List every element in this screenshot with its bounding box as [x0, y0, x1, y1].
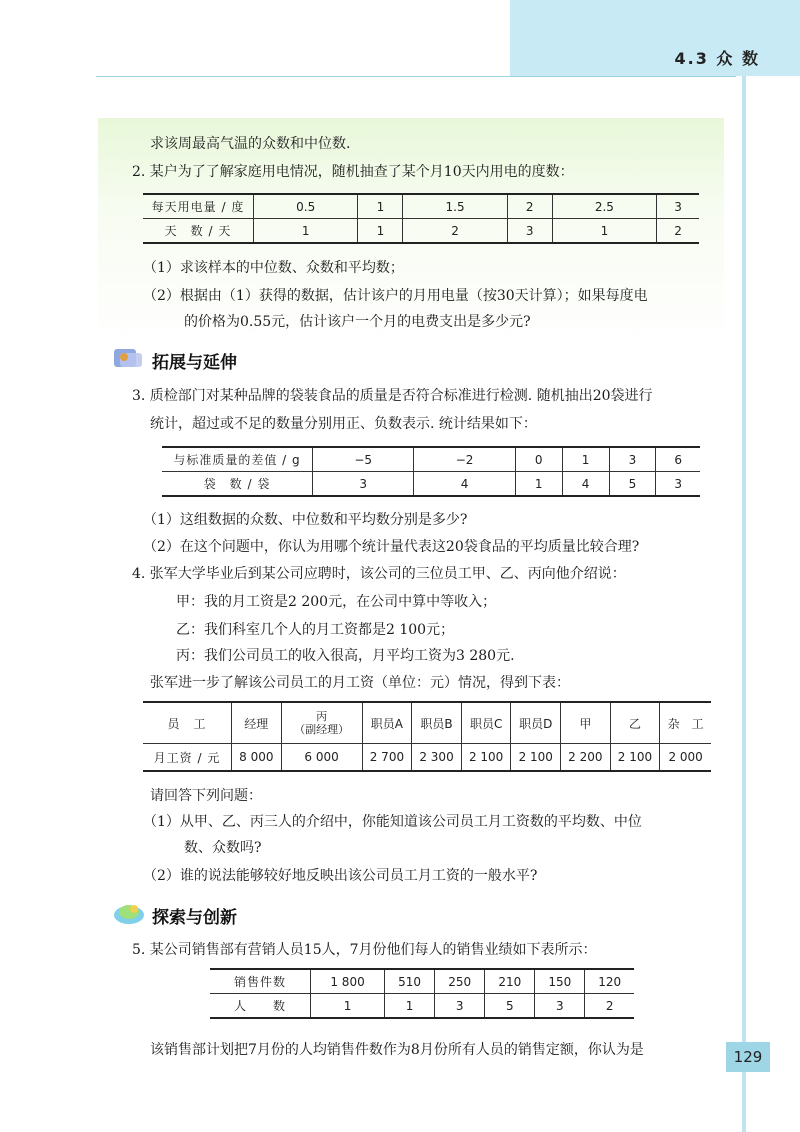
table-cell: 2 200 [561, 744, 611, 772]
table-cell: 1 [552, 219, 656, 244]
table-cell: 3 [435, 994, 485, 1019]
table-cell: 2 100 [461, 744, 511, 772]
salary-table [143, 701, 711, 772]
table-cell: 2 [585, 994, 634, 1019]
table-cell: 月工资 / 元 [143, 744, 232, 772]
page-number: 129 [726, 1042, 770, 1072]
table-cell: 3 [657, 194, 699, 219]
table-cell: 甲 [561, 702, 611, 744]
table-cell-line: （副经理） [294, 723, 350, 736]
text-line: （1）从甲、乙、丙三人的介绍中，你能知道该公司员工月工资数的平均数、中位 [143, 814, 642, 830]
table-cell: 销售件数 [210, 969, 311, 994]
table-cell: 2 700 [362, 744, 412, 772]
extend-section-title: 拓展与延伸 [152, 353, 237, 373]
table-cell: 1.5 [403, 194, 507, 219]
text-line: 数、众数吗? [184, 840, 262, 856]
table-cell: 袋 数 / 袋 [162, 472, 313, 497]
table-cell: 2 000 [660, 744, 711, 772]
table-cell: 1 [358, 194, 403, 219]
table-cell: 员 工 [143, 702, 232, 744]
table-cell: 0 [515, 447, 562, 472]
right-margin-stripe [742, 76, 746, 1132]
text-line: 该销售部计划把7月份的人均销售件数作为8月份所有人员的销售定额，你认为是 [150, 1042, 644, 1058]
table-cell: 3 [656, 472, 700, 497]
question-3: 3. 质检部门对某种品牌的袋装食品的质量是否符合标准进行检测. 随机抽出20袋进行 [132, 388, 653, 404]
table-cell: 2 [657, 219, 699, 244]
table-cell: 职员C [461, 702, 511, 744]
table-cell: −5 [313, 447, 414, 472]
table-cell: 3 [507, 219, 552, 244]
text-line: 统计，超过或不足的数量分别用正、负数表示. 统计结果如下： [150, 416, 537, 432]
text-line: 的价格为0.55元，估计该户一个月的电费支出是多少元? [184, 314, 531, 330]
table-cell: 1 [254, 219, 358, 244]
table-cell: 5 [485, 994, 535, 1019]
table-cell: 0.5 [254, 194, 358, 219]
header-rule [96, 76, 736, 77]
table-cell: 职员B [412, 702, 462, 744]
table-cell: 每天用电量 / 度 [143, 194, 254, 219]
table-cell: 4 [414, 472, 515, 497]
table-cell: 6 000 [281, 744, 362, 772]
text-line: 张军进一步了解该公司员工的月工资（单位：元）情况，得到下表： [150, 675, 570, 691]
table-cell: 250 [435, 969, 485, 994]
question-5: 5. 某公司销售部有营销人员15人，7月份他们每人的销售业绩如下表所示： [132, 942, 597, 958]
table-cell: 2 100 [610, 744, 660, 772]
table-cell: 乙 [610, 702, 660, 744]
text-line: （2）在这个问题中，你认为用哪个统计量代表这20袋食品的平均质量比较合理? [143, 539, 640, 555]
explore-section-title: 探索与创新 [152, 908, 237, 928]
table-cell: 与标准质量的差值 / g [162, 447, 313, 472]
table-cell: 2 300 [412, 744, 462, 772]
table-cell: 天 数 / 天 [143, 219, 254, 244]
explore-section-icon [112, 900, 146, 926]
table-cell: 3 [313, 472, 414, 497]
table-cell: 3 [609, 447, 656, 472]
extend-section-icon [112, 345, 146, 371]
text-line: （2）谁的说法能够较好地反映出该公司员工月工资的一般水平? [143, 868, 538, 884]
table-cell: 1 [562, 447, 609, 472]
table-cell: 2 [403, 219, 507, 244]
table-cell: 5 [609, 472, 656, 497]
text-line: 乙：我们科室几个人的月工资都是2 100元； [176, 622, 455, 638]
table-cell: 2 [507, 194, 552, 219]
table-cell: 6 [656, 447, 700, 472]
section-title: 4.3 众 数 [674, 49, 760, 68]
table-cell: 1 [515, 472, 562, 497]
power-usage-table [143, 193, 699, 244]
table-cell: 杂 工 [660, 702, 711, 744]
table-cell: 2 100 [511, 744, 561, 772]
table-cell: −2 [414, 447, 515, 472]
table-cell: 3 [535, 994, 585, 1019]
sales-table [210, 968, 634, 1019]
text-line: 甲：我的月工资是2 200元，在公司中算中等收入； [176, 594, 497, 610]
text-line: 丙：我们公司员工的收入很高，月平均工资为3 280元. [176, 648, 515, 664]
table-cell: 1 [385, 994, 435, 1019]
question-4: 4. 张军大学毕业后到某公司应聘时，该公司的三位员工甲、乙、丙向他介绍说： [132, 566, 626, 582]
text-line: 求该周最高气温的众数和中位数. [150, 136, 351, 152]
text-line: 请回答下列问题： [150, 788, 262, 804]
text-line: （1）这组数据的众数、中位数和平均数分别是多少? [143, 512, 468, 528]
quality-diff-table [162, 446, 700, 497]
table-cell: 经理 [232, 702, 282, 744]
table-cell: 2.5 [552, 194, 656, 219]
table-cell: 1 [311, 994, 385, 1019]
table-cell: 4 [562, 472, 609, 497]
table-cell: 职员A [362, 702, 412, 744]
text-line: （1）求该样本的中位数、众数和平均数； [143, 260, 404, 276]
table-cell: 120 [585, 969, 634, 994]
table-cell: 1 [358, 219, 403, 244]
table-cell [281, 702, 362, 744]
table-cell: 510 [385, 969, 435, 994]
table-cell: 210 [485, 969, 535, 994]
table-cell: 1 800 [311, 969, 385, 994]
table-cell: 8 000 [232, 744, 282, 772]
table-cell: 人 数 [210, 994, 311, 1019]
table-cell: 职员D [511, 702, 561, 744]
table-cell-line: 丙 [316, 710, 328, 723]
question-2: 2. 某户为了了解家庭用电情况，随机抽查了某个月10天内用电的度数： [132, 164, 574, 180]
text-line: （2）根据由（1）获得的数据，估计该户的月用电量（按30天计算）；如果每度电 [143, 288, 648, 304]
table-cell: 150 [535, 969, 585, 994]
